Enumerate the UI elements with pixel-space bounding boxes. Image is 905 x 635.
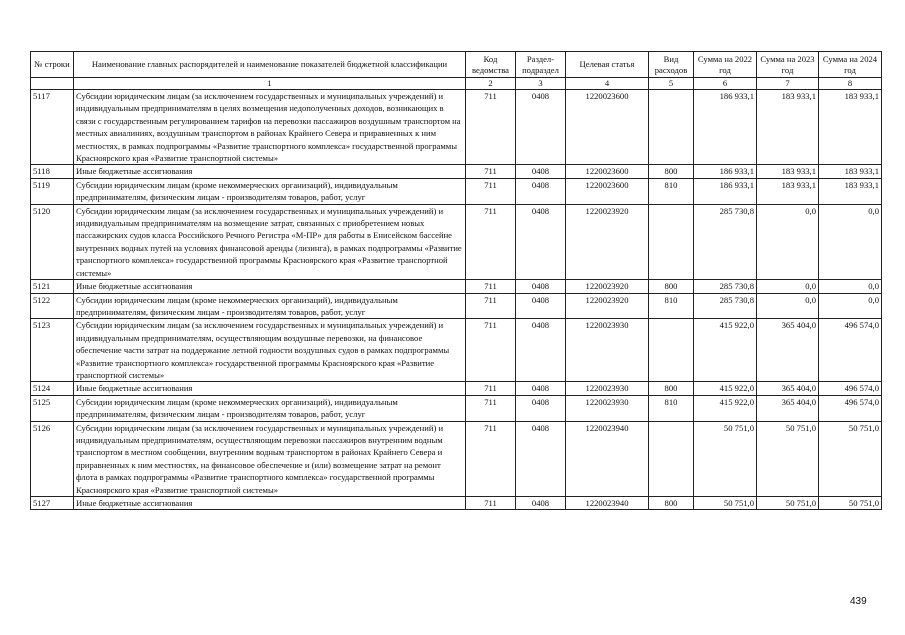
row-sum-2024: 496 574,0: [819, 382, 882, 395]
row-sum-2022: 50 751,0: [694, 421, 757, 496]
row-sum-2024: 496 574,0: [819, 319, 882, 382]
row-sum-2022: 186 933,1: [694, 165, 757, 178]
table-row: [31, 280, 882, 293]
row-sum-2023: 0,0: [757, 204, 819, 279]
row-number: 5127: [31, 497, 74, 510]
table-row: [31, 165, 882, 178]
row-sum-2024: 50 751,0: [819, 421, 882, 496]
row-sum-2024: 0,0: [819, 204, 882, 279]
row-expense-type: 810: [649, 395, 694, 421]
table-row: [31, 395, 882, 421]
row-section: 0408: [516, 280, 566, 293]
row-sum-2023: 0,0: [757, 280, 819, 293]
row-target-article: 1220023930: [566, 319, 649, 382]
row-sum-2022: 285 730,8: [694, 204, 757, 279]
row-sum-2024: 496 574,0: [819, 395, 882, 421]
row-name: Субсидии юридическим лицам (кроме некоммерческих организаций), индивидуальным предпринимателям, физическим лицам - производителям товаров, работ, услуг: [74, 178, 466, 204]
row-dept-code: 711: [466, 204, 516, 279]
row-expense-type: [649, 90, 694, 165]
header-section: Раздел-подраздел: [516, 52, 566, 78]
column-number: 8: [819, 78, 882, 90]
row-sum-2023: 365 404,0: [757, 395, 819, 421]
row-name: Субсидии юридическим лицам (за исключением государственных и муниципальных учреждений) и индивидуальным предпринимателям, осуществляющим воздушные перевозки, на финансовое обеспечение части затрат на поддержание летной годности воздушных судов в рамках подпрограммы «Развитие транспортного комплекса» государственной программы Красноярского края «Развитие транспортной системы»: [74, 319, 466, 382]
row-target-article: 1220023930: [566, 382, 649, 395]
table-row: [31, 90, 882, 165]
row-section: 0408: [516, 395, 566, 421]
row-sum-2022: 186 933,1: [694, 90, 757, 165]
row-number: 5126: [31, 421, 74, 496]
row-sum-2023: 365 404,0: [757, 319, 819, 382]
row-section: 0408: [516, 421, 566, 496]
row-target-article: 1220023600: [566, 165, 649, 178]
column-numbers-row: [31, 78, 882, 90]
row-dept-code: 711: [466, 395, 516, 421]
row-section: 0408: [516, 293, 566, 319]
row-section: 0408: [516, 204, 566, 279]
row-sum-2022: 285 730,8: [694, 293, 757, 319]
header-name: Наименование главных распорядителей и наименование показателей бюджетной классификации: [74, 52, 466, 78]
row-sum-2023: 183 933,1: [757, 90, 819, 165]
row-target-article: 1220023920: [566, 204, 649, 279]
row-number: 5123: [31, 319, 74, 382]
table-row: [31, 178, 882, 204]
header-expense-type: Вид расходов: [649, 52, 694, 78]
row-section: 0408: [516, 90, 566, 165]
header-sum-2022: Сумма на 2022 год: [694, 52, 757, 78]
row-sum-2023: 50 751,0: [757, 421, 819, 496]
row-expense-type: [649, 204, 694, 279]
row-dept-code: 711: [466, 293, 516, 319]
header-sum-2023: Сумма на 2023 год: [757, 52, 819, 78]
row-sum-2024: 0,0: [819, 280, 882, 293]
row-number: 5125: [31, 395, 74, 421]
table-row: [31, 293, 882, 319]
row-number: 5122: [31, 293, 74, 319]
table-row: [31, 497, 882, 510]
row-name: Субсидии юридическим лицам (кроме некоммерческих организаций), индивидуальным предпринимателям, физическим лицам - производителям товаров, работ, услуг: [74, 293, 466, 319]
row-sum-2022: 186 933,1: [694, 178, 757, 204]
row-name: Иные бюджетные ассигнования: [74, 280, 466, 293]
row-dept-code: 711: [466, 178, 516, 204]
header-row: [31, 52, 882, 78]
row-sum-2024: 0,0: [819, 293, 882, 319]
row-name: Иные бюджетные ассигнования: [74, 165, 466, 178]
column-number: 2: [466, 78, 516, 90]
row-section: 0408: [516, 178, 566, 204]
row-number: 5119: [31, 178, 74, 204]
column-number: 6: [694, 78, 757, 90]
row-target-article: 1220023920: [566, 293, 649, 319]
row-sum-2024: 183 933,1: [819, 165, 882, 178]
column-number-blank: [31, 78, 74, 90]
row-expense-type: 800: [649, 165, 694, 178]
row-sum-2023: 183 933,1: [757, 165, 819, 178]
column-number: 4: [566, 78, 649, 90]
row-sum-2023: 50 751,0: [757, 497, 819, 510]
row-expense-type: 800: [649, 497, 694, 510]
row-expense-type: 810: [649, 293, 694, 319]
row-name: Субсидии юридическим лицам (за исключением государственных и муниципальных учреждений) и индивидуальным предпринимателям, осуществляющим перевозки пассажиров внутренним водным транспортом в местном сообщении, внутренним водным транспортом в районах Крайнего Севера и приравненных к ним местностях, на финансовое обеспечение и (или) возмещение затрат на ремонт флота в рамках подпрограммы «Развитие транспортного комплекса» государственной программы Красноярского края «Развитие транспортной системы»: [74, 421, 466, 496]
row-section: 0408: [516, 497, 566, 510]
row-number: 5117: [31, 90, 74, 165]
column-number: 5: [649, 78, 694, 90]
row-target-article: 1220023600: [566, 178, 649, 204]
row-section: 0408: [516, 319, 566, 382]
page-number: 439: [850, 596, 867, 607]
row-dept-code: 711: [466, 90, 516, 165]
row-number: 5121: [31, 280, 74, 293]
row-sum-2023: 183 933,1: [757, 178, 819, 204]
column-number: 7: [757, 78, 819, 90]
row-target-article: 1220023920: [566, 280, 649, 293]
header-target-article: Целевая статья: [566, 52, 649, 78]
row-sum-2022: 50 751,0: [694, 497, 757, 510]
row-expense-type: 800: [649, 382, 694, 395]
row-section: 0408: [516, 382, 566, 395]
row-sum-2024: 183 933,1: [819, 90, 882, 165]
row-dept-code: 711: [466, 421, 516, 496]
row-target-article: 1220023940: [566, 497, 649, 510]
budget-table: [30, 51, 882, 510]
row-target-article: 1220023940: [566, 421, 649, 496]
row-sum-2022: 415 922,0: [694, 382, 757, 395]
row-sum-2022: 285 730,8: [694, 280, 757, 293]
row-dept-code: 711: [466, 497, 516, 510]
row-expense-type: 810: [649, 178, 694, 204]
row-number: 5124: [31, 382, 74, 395]
row-expense-type: 800: [649, 280, 694, 293]
row-target-article: 1220023930: [566, 395, 649, 421]
row-expense-type: [649, 421, 694, 496]
column-number: 3: [516, 78, 566, 90]
row-sum-2024: 183 933,1: [819, 178, 882, 204]
row-sum-2023: 0,0: [757, 293, 819, 319]
table-row: [31, 421, 882, 496]
row-number: 5120: [31, 204, 74, 279]
row-sum-2022: 415 922,0: [694, 395, 757, 421]
row-target-article: 1220023600: [566, 90, 649, 165]
row-expense-type: [649, 319, 694, 382]
row-number: 5118: [31, 165, 74, 178]
row-name: Субсидии юридическим лицам (кроме некоммерческих организаций), индивидуальным предпринимателям, физическим лицам - производителям товаров, работ, услуг: [74, 395, 466, 421]
row-name: Субсидии юридическим лицам (за исключением государственных и муниципальных учреждений) и индивидуальным предпринимателям в целях возмещения недополученных доходов, возникающих в связи с государственным регулированием тарифов на перевозки пассажиров воздушным транспортом на местных авиалиниях, воздушным транспортом в районах Крайнего Севера и приравненных к ним местностях, в рамках подпрограммы «Развитие транспортного комплекса» государственной программы Красноярского края «Развитие транспортной системы»: [74, 90, 466, 165]
row-dept-code: 711: [466, 165, 516, 178]
column-number: 1: [74, 78, 466, 90]
row-dept-code: 711: [466, 319, 516, 382]
row-section: 0408: [516, 165, 566, 178]
table-row: [31, 319, 882, 382]
row-name: Субсидии юридическим лицам (за исключением государственных и муниципальных учреждений) и индивидуальным предпринимателям на возмещение затрат, связанных с приобретением новых пассажирских судов класса Российского Речного Регистра «М-ПР» для работы в Енисейском бассейне внутренних водных путей на условиях финансовой аренды (лизинга), в рамках подпрограммы «Развитие транспортного комплекса» государственной программы Красноярского края «Развитие транспортной системы»: [74, 204, 466, 279]
row-name: Иные бюджетные ассигнования: [74, 382, 466, 395]
header-row-number: № строки: [31, 52, 74, 78]
table-row: [31, 204, 882, 279]
row-sum-2023: 365 404,0: [757, 382, 819, 395]
row-dept-code: 711: [466, 382, 516, 395]
header-dept-code: Код ведомства: [466, 52, 516, 78]
header-sum-2024: Сумма на 2024 год: [819, 52, 882, 78]
row-sum-2022: 415 922,0: [694, 319, 757, 382]
row-sum-2024: 50 751,0: [819, 497, 882, 510]
row-name: Иные бюджетные ассигнования: [74, 497, 466, 510]
table-row: [31, 382, 882, 395]
row-dept-code: 711: [466, 280, 516, 293]
